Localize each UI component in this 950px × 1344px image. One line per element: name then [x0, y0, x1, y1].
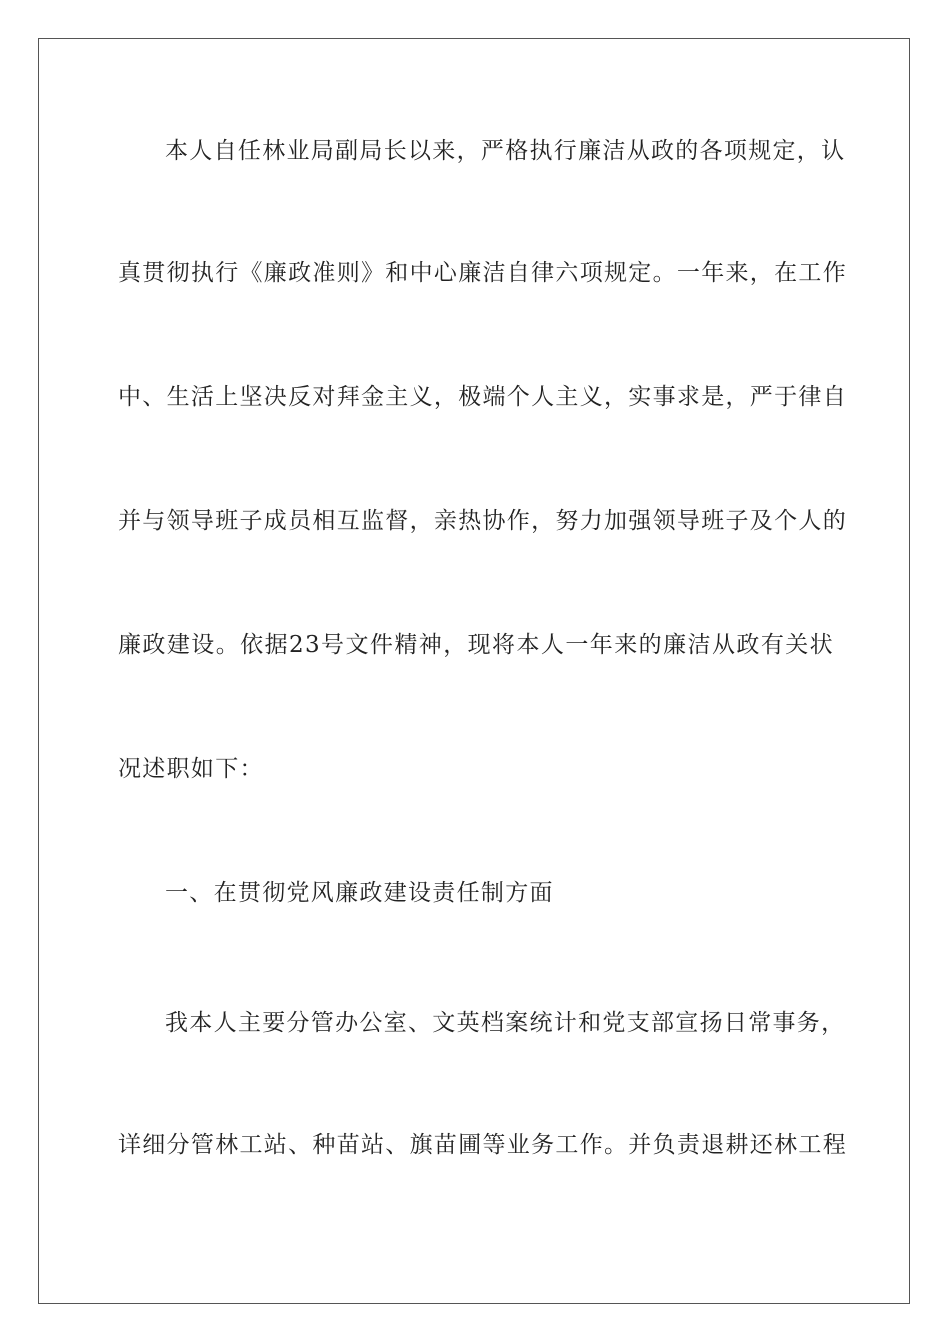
- section-heading: 一、在贯彻党风廉政建设责任制方面: [165, 880, 554, 906]
- paragraph-1-line-2: 真贯彻执行《廉政准则》和中心廉洁自律六项规定。一年来，在工作: [118, 260, 847, 286]
- paragraph-1-line-4: 并与领导班子成员相互监督，亲热协作，努力加强领导班子及个人的: [118, 508, 847, 534]
- paragraph-1-line-5: 廉政建设。依据23号文件精神，现将本人一年来的廉洁从政有关状: [118, 632, 834, 658]
- paragraph-1-line-6: 况述职如下：: [118, 756, 264, 782]
- page-border: [38, 38, 910, 1304]
- paragraph-1-line-1: 本人自任林业局副局长以来，严格执行廉洁从政的各项规定，认: [165, 138, 846, 164]
- paragraph-2-line-1: 我本人主要分管办公室、文英档案统计和党支部宣扬日常事务，: [165, 1010, 846, 1036]
- paragraph-1-line-3: 中、生活上坚决反对拜金主义，极端个人主义，实事求是，严于律自: [118, 384, 847, 410]
- paragraph-2-line-2: 详细分管林工站、种苗站、旗苗圃等业务工作。并负责退耕还林工程: [118, 1132, 847, 1158]
